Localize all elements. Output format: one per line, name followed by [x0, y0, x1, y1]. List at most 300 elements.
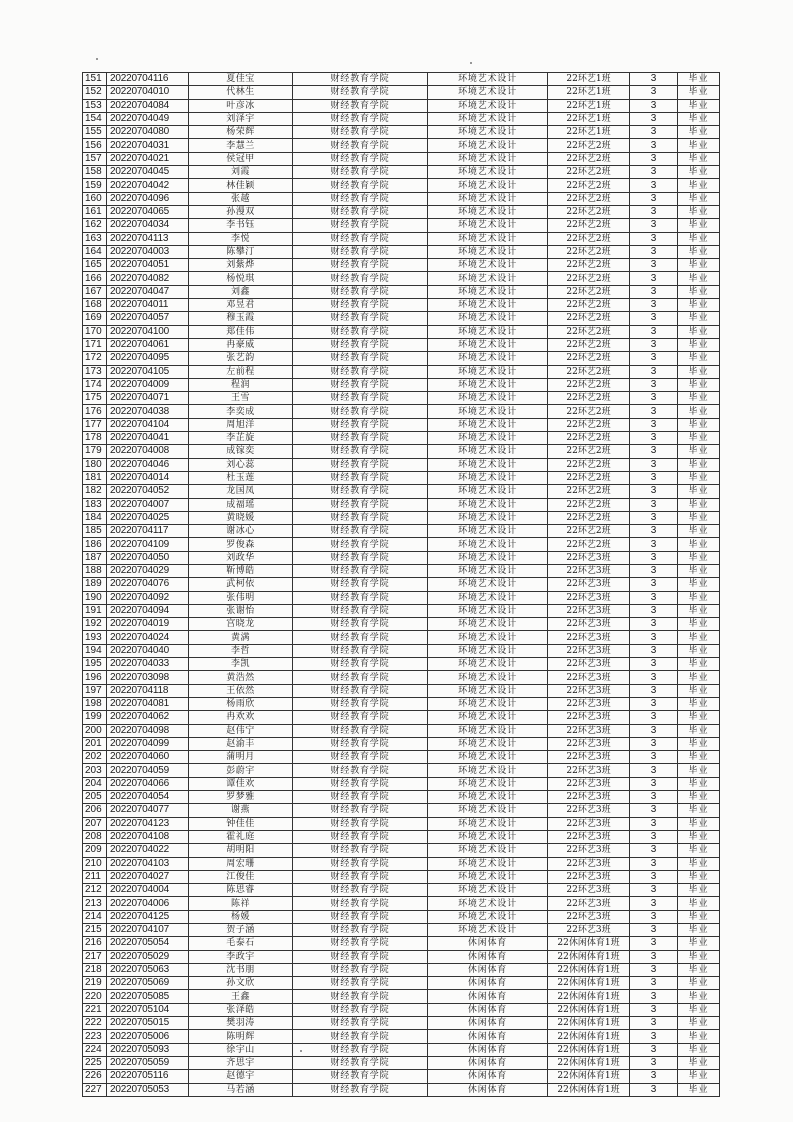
years-cell: 3 [630, 1056, 678, 1069]
major-cell: 环境艺术设计 [428, 378, 548, 391]
student-id-cell: 20220704029 [107, 564, 189, 577]
status-cell: 毕业 [678, 86, 720, 99]
student-id-cell: 20220704061 [107, 338, 189, 351]
years-cell: 3 [630, 950, 678, 963]
row-number-cell: 227 [83, 1083, 107, 1096]
major-cell: 环境艺术设计 [428, 511, 548, 524]
class-name-cell: 22环艺3班 [548, 737, 630, 750]
years-cell: 3 [630, 697, 678, 710]
student-id-cell: 20220705059 [107, 1056, 189, 1069]
class-name-cell: 22休闲体育1班 [548, 1043, 630, 1056]
college-cell: 财经教育学院 [293, 192, 428, 205]
student-name-cell: 刘泽宇 [189, 112, 293, 125]
class-name-cell: 22环艺2班 [548, 352, 630, 365]
college-cell: 财经教育学院 [293, 658, 428, 671]
student-name-cell: 李芷旋 [189, 432, 293, 445]
major-cell: 环境艺术设计 [428, 325, 548, 338]
table-row [83, 737, 720, 750]
years-cell: 3 [630, 179, 678, 192]
student-name-cell: 张谢怡 [189, 604, 293, 617]
status-cell: 毕业 [678, 445, 720, 458]
class-name-cell: 22休闲体育1班 [548, 977, 630, 990]
table-row [83, 777, 720, 790]
major-cell: 环境艺术设计 [428, 99, 548, 112]
college-cell: 财经教育学院 [293, 791, 428, 804]
row-number-cell: 205 [83, 791, 107, 804]
status-cell: 毕业 [678, 844, 720, 857]
row-number-cell: 213 [83, 897, 107, 910]
college-cell: 财经教育学院 [293, 538, 428, 551]
student-name-cell: 张伟明 [189, 591, 293, 604]
row-number-cell: 211 [83, 870, 107, 883]
table-row [83, 179, 720, 192]
major-cell: 环境艺术设计 [428, 830, 548, 843]
student-name-cell: 林佳颖 [189, 179, 293, 192]
college-cell: 财经教育学院 [293, 870, 428, 883]
row-number-cell: 167 [83, 285, 107, 298]
table-row [83, 618, 720, 631]
status-cell: 毕业 [678, 977, 720, 990]
years-cell: 3 [630, 139, 678, 152]
table-row [83, 791, 720, 804]
student-name-cell: 胡明阳 [189, 844, 293, 857]
status-cell: 毕业 [678, 378, 720, 391]
class-name-cell: 22环艺2班 [548, 166, 630, 179]
years-cell: 3 [630, 285, 678, 298]
student-name-cell: 罗梦雅 [189, 791, 293, 804]
student-name-cell: 杨媛 [189, 910, 293, 923]
row-number-cell: 226 [83, 1070, 107, 1083]
student-id-cell: 20220704109 [107, 538, 189, 551]
class-name-cell: 22环艺2班 [548, 485, 630, 498]
college-cell: 财经教育学院 [293, 897, 428, 910]
table-row [83, 432, 720, 445]
major-cell: 环境艺术设计 [428, 924, 548, 937]
class-name-cell: 22环艺3班 [548, 644, 630, 657]
years-cell: 3 [630, 658, 678, 671]
row-number-cell: 155 [83, 126, 107, 139]
college-cell: 财经教育学院 [293, 1030, 428, 1043]
major-cell: 环境艺术设计 [428, 711, 548, 724]
class-name-cell: 22环艺3班 [548, 764, 630, 777]
table-row [83, 963, 720, 976]
college-cell: 财经教育学院 [293, 179, 428, 192]
row-number-cell: 154 [83, 112, 107, 125]
table-row [83, 870, 720, 883]
table-row [83, 471, 720, 484]
major-cell: 休闲体育 [428, 937, 548, 950]
student-name-cell: 武柯依 [189, 578, 293, 591]
table-row [83, 86, 720, 99]
class-name-cell: 22环艺2班 [548, 312, 630, 325]
row-number-cell: 157 [83, 152, 107, 165]
status-cell: 毕业 [678, 471, 720, 484]
student-name-cell: 陈明辉 [189, 1030, 293, 1043]
years-cell: 3 [630, 1043, 678, 1056]
row-number-cell: 223 [83, 1030, 107, 1043]
student-id-cell: 20220704004 [107, 884, 189, 897]
student-name-cell: 刘鑫 [189, 285, 293, 298]
status-cell: 毕业 [678, 777, 720, 790]
class-name-cell: 22休闲体育1班 [548, 990, 630, 1003]
student-id-cell: 20220704092 [107, 591, 189, 604]
class-name-cell: 22环艺2班 [548, 378, 630, 391]
status-cell: 毕业 [678, 205, 720, 218]
years-cell: 3 [630, 312, 678, 325]
college-cell: 财经教育学院 [293, 126, 428, 139]
major-cell: 环境艺术设计 [428, 631, 548, 644]
status-cell: 毕业 [678, 1083, 720, 1096]
row-number-cell: 214 [83, 910, 107, 923]
class-name-cell: 22环艺2班 [548, 405, 630, 418]
major-cell: 环境艺术设计 [428, 844, 548, 857]
student-name-cell: 夏佳宝 [189, 73, 293, 86]
table-row [83, 485, 720, 498]
student-id-cell: 20220704014 [107, 471, 189, 484]
row-number-cell: 209 [83, 844, 107, 857]
table-row [83, 684, 720, 697]
student-id-cell: 20220704082 [107, 272, 189, 285]
row-number-cell: 164 [83, 245, 107, 258]
major-cell: 环境艺术设计 [428, 564, 548, 577]
row-number-cell: 196 [83, 671, 107, 684]
status-cell: 毕业 [678, 950, 720, 963]
college-cell: 财经教育学院 [293, 485, 428, 498]
college-cell: 财经教育学院 [293, 112, 428, 125]
row-number-cell: 180 [83, 458, 107, 471]
years-cell: 3 [630, 644, 678, 657]
years-cell: 3 [630, 166, 678, 179]
row-number-cell: 197 [83, 684, 107, 697]
college-cell: 财经教育学院 [293, 977, 428, 990]
class-name-cell: 22环艺1班 [548, 126, 630, 139]
table-row [83, 192, 720, 205]
years-cell: 3 [630, 232, 678, 245]
class-name-cell: 22环艺3班 [548, 564, 630, 577]
table-row [83, 365, 720, 378]
class-name-cell: 22休闲体育1班 [548, 1083, 630, 1096]
years-cell: 3 [630, 777, 678, 790]
student-name-cell: 李凯 [189, 658, 293, 671]
major-cell: 环境艺术设计 [428, 471, 548, 484]
row-number-cell: 166 [83, 272, 107, 285]
row-number-cell: 217 [83, 950, 107, 963]
college-cell: 财经教育学院 [293, 644, 428, 657]
college-cell: 财经教育学院 [293, 99, 428, 112]
major-cell: 环境艺术设计 [428, 538, 548, 551]
student-name-cell: 沈书朋 [189, 963, 293, 976]
row-number-cell: 188 [83, 564, 107, 577]
class-name-cell: 22环艺1班 [548, 73, 630, 86]
status-cell: 毕业 [678, 990, 720, 1003]
major-cell: 环境艺术设计 [428, 365, 548, 378]
table-row [83, 538, 720, 551]
status-cell: 毕业 [678, 658, 720, 671]
row-number-cell: 206 [83, 804, 107, 817]
status-cell: 毕业 [678, 192, 720, 205]
student-id-cell: 20220704116 [107, 73, 189, 86]
table-row [83, 139, 720, 152]
years-cell: 3 [630, 1070, 678, 1083]
student-id-cell: 20220704033 [107, 658, 189, 671]
class-name-cell: 22环艺3班 [548, 897, 630, 910]
table-row [83, 1030, 720, 1043]
table-row [83, 378, 720, 391]
class-name-cell: 22环艺3班 [548, 618, 630, 631]
student-id-cell: 20220705029 [107, 950, 189, 963]
student-id-cell: 20220704057 [107, 312, 189, 325]
status-cell: 毕业 [678, 644, 720, 657]
student-name-cell: 刘心蕊 [189, 458, 293, 471]
row-number-cell: 184 [83, 511, 107, 524]
years-cell: 3 [630, 485, 678, 498]
student-id-cell: 20220704125 [107, 910, 189, 923]
row-number-cell: 183 [83, 498, 107, 511]
major-cell: 休闲体育 [428, 963, 548, 976]
student-id-cell: 20220704103 [107, 857, 189, 870]
years-cell: 3 [630, 1003, 678, 1016]
major-cell: 环境艺术设计 [428, 485, 548, 498]
class-name-cell: 22休闲体育1班 [548, 937, 630, 950]
years-cell: 3 [630, 1083, 678, 1096]
student-id-cell: 20220704099 [107, 737, 189, 750]
class-name-cell: 22环艺2班 [548, 232, 630, 245]
row-number-cell: 219 [83, 977, 107, 990]
years-cell: 3 [630, 711, 678, 724]
student-id-cell: 20220705116 [107, 1070, 189, 1083]
status-cell: 毕业 [678, 1070, 720, 1083]
class-name-cell: 22环艺2班 [548, 259, 630, 272]
years-cell: 3 [630, 963, 678, 976]
student-id-cell: 20220704040 [107, 644, 189, 657]
row-number-cell: 168 [83, 299, 107, 312]
status-cell: 毕业 [678, 910, 720, 923]
row-number-cell: 182 [83, 485, 107, 498]
row-number-cell: 186 [83, 538, 107, 551]
major-cell: 环境艺术设计 [428, 604, 548, 617]
row-number-cell: 178 [83, 432, 107, 445]
student-id-cell: 20220704054 [107, 791, 189, 804]
major-cell: 环境艺术设计 [428, 299, 548, 312]
row-number-cell: 200 [83, 724, 107, 737]
status-cell: 毕业 [678, 671, 720, 684]
student-id-cell: 20220704077 [107, 804, 189, 817]
major-cell: 环境艺术设计 [428, 857, 548, 870]
status-cell: 毕业 [678, 325, 720, 338]
row-number-cell: 171 [83, 338, 107, 351]
student-id-cell: 20220704008 [107, 445, 189, 458]
major-cell: 环境艺术设计 [428, 418, 548, 431]
class-name-cell: 22环艺2班 [548, 471, 630, 484]
years-cell: 3 [630, 830, 678, 843]
student-name-cell: 邓昱君 [189, 299, 293, 312]
class-name-cell: 22环艺2班 [548, 192, 630, 205]
row-number-cell: 189 [83, 578, 107, 591]
status-cell: 毕业 [678, 272, 720, 285]
student-id-cell: 20220704021 [107, 152, 189, 165]
college-cell: 财经教育学院 [293, 525, 428, 538]
college-cell: 财经教育学院 [293, 604, 428, 617]
status-cell: 毕业 [678, 963, 720, 976]
college-cell: 财经教育学院 [293, 684, 428, 697]
class-name-cell: 22休闲体育1班 [548, 950, 630, 963]
student-id-cell: 20220704041 [107, 432, 189, 445]
major-cell: 环境艺术设计 [428, 458, 548, 471]
major-cell: 环境艺术设计 [428, 112, 548, 125]
status-cell: 毕业 [678, 525, 720, 538]
college-cell: 财经教育学院 [293, 299, 428, 312]
student-name-cell: 张艺韵 [189, 352, 293, 365]
major-cell: 环境艺术设计 [428, 591, 548, 604]
row-number-cell: 198 [83, 697, 107, 710]
table-row [83, 830, 720, 843]
major-cell: 环境艺术设计 [428, 205, 548, 218]
student-name-cell: 成镓奕 [189, 445, 293, 458]
student-id-cell: 20220704096 [107, 192, 189, 205]
student-name-cell: 赵伟宁 [189, 724, 293, 737]
major-cell: 环境艺术设计 [428, 897, 548, 910]
major-cell: 环境艺术设计 [428, 870, 548, 883]
class-name-cell: 22环艺3班 [548, 578, 630, 591]
college-cell: 财经教育学院 [293, 963, 428, 976]
table-row [83, 1056, 720, 1069]
years-cell: 3 [630, 418, 678, 431]
row-number-cell: 190 [83, 591, 107, 604]
class-name-cell: 22休闲体育1班 [548, 963, 630, 976]
status-cell: 毕业 [678, 498, 720, 511]
student-name-cell: 张越 [189, 192, 293, 205]
table-row [83, 299, 720, 312]
college-cell: 财经教育学院 [293, 937, 428, 950]
years-cell: 3 [630, 1030, 678, 1043]
student-name-cell: 赵德宇 [189, 1070, 293, 1083]
years-cell: 3 [630, 1017, 678, 1030]
class-name-cell: 22环艺2班 [548, 418, 630, 431]
row-number-cell: 222 [83, 1017, 107, 1030]
major-cell: 环境艺术设计 [428, 352, 548, 365]
student-name-cell: 李哲 [189, 644, 293, 657]
status-cell: 毕业 [678, 538, 720, 551]
student-id-cell: 20220704071 [107, 392, 189, 405]
row-number-cell: 191 [83, 604, 107, 617]
status-cell: 毕业 [678, 578, 720, 591]
row-number-cell: 224 [83, 1043, 107, 1056]
student-id-cell: 20220704062 [107, 711, 189, 724]
college-cell: 财经教育学院 [293, 511, 428, 524]
table-row [83, 564, 720, 577]
row-number-cell: 210 [83, 857, 107, 870]
row-number-cell: 199 [83, 711, 107, 724]
student-id-cell: 20220704038 [107, 405, 189, 418]
years-cell: 3 [630, 445, 678, 458]
student-name-cell: 龙国凤 [189, 485, 293, 498]
table-row [83, 312, 720, 325]
years-cell: 3 [630, 378, 678, 391]
row-number-cell: 162 [83, 219, 107, 232]
class-name-cell: 22环艺2班 [548, 272, 630, 285]
student-id-cell: 20220705093 [107, 1043, 189, 1056]
major-cell: 环境艺术设计 [428, 392, 548, 405]
table-row [83, 977, 720, 990]
major-cell: 环境艺术设计 [428, 166, 548, 179]
years-cell: 3 [630, 73, 678, 86]
years-cell: 3 [630, 791, 678, 804]
student-name-cell: 齐思宇 [189, 1056, 293, 1069]
class-name-cell: 22环艺3班 [548, 551, 630, 564]
status-cell: 毕业 [678, 564, 720, 577]
table-row [83, 392, 720, 405]
student-name-cell: 李奕成 [189, 405, 293, 418]
college-cell: 财经教育学院 [293, 1070, 428, 1083]
student-name-cell: 王鑫 [189, 990, 293, 1003]
major-cell: 环境艺术设计 [428, 578, 548, 591]
status-cell: 毕业 [678, 285, 720, 298]
student-name-cell: 彭蔚宇 [189, 764, 293, 777]
major-cell: 环境艺术设计 [428, 644, 548, 657]
status-cell: 毕业 [678, 1056, 720, 1069]
major-cell: 环境艺术设计 [428, 498, 548, 511]
major-cell: 休闲体育 [428, 1017, 548, 1030]
student-id-cell: 20220704007 [107, 498, 189, 511]
table-row [83, 205, 720, 218]
status-cell: 毕业 [678, 485, 720, 498]
student-id-cell: 20220704107 [107, 924, 189, 937]
table-row [83, 498, 720, 511]
major-cell: 环境艺术设计 [428, 272, 548, 285]
major-cell: 环境艺术设计 [428, 259, 548, 272]
row-number-cell: 201 [83, 737, 107, 750]
student-name-cell: 霍礼庭 [189, 830, 293, 843]
student-id-cell: 20220704113 [107, 232, 189, 245]
status-cell: 毕业 [678, 338, 720, 351]
student-name-cell: 陈思睿 [189, 884, 293, 897]
status-cell: 毕业 [678, 817, 720, 830]
college-cell: 财经教育学院 [293, 73, 428, 86]
major-cell: 环境艺术设计 [428, 525, 548, 538]
years-cell: 3 [630, 259, 678, 272]
table-row [83, 950, 720, 963]
class-name-cell: 22环艺3班 [548, 844, 630, 857]
student-name-cell: 刘霞 [189, 166, 293, 179]
table-row [83, 126, 720, 139]
college-cell: 财经教育学院 [293, 950, 428, 963]
college-cell: 财经教育学院 [293, 139, 428, 152]
major-cell: 休闲体育 [428, 1003, 548, 1016]
student-id-cell: 20220704006 [107, 897, 189, 910]
student-name-cell: 孙文欣 [189, 977, 293, 990]
class-name-cell: 22休闲体育1班 [548, 1056, 630, 1069]
college-cell: 财经教育学院 [293, 1056, 428, 1069]
student-id-cell: 20220704095 [107, 352, 189, 365]
class-name-cell: 22环艺2班 [548, 458, 630, 471]
major-cell: 环境艺术设计 [428, 751, 548, 764]
college-cell: 财经教育学院 [293, 764, 428, 777]
student-name-cell: 左前程 [189, 365, 293, 378]
status-cell: 毕业 [678, 711, 720, 724]
student-id-cell: 20220704011 [107, 299, 189, 312]
scan-speck [300, 1050, 302, 1052]
student-id-cell: 20220704009 [107, 378, 189, 391]
student-name-cell: 穆玉霞 [189, 312, 293, 325]
row-number-cell: 215 [83, 924, 107, 937]
years-cell: 3 [630, 884, 678, 897]
student-name-cell: 黄满 [189, 631, 293, 644]
row-number-cell: 160 [83, 192, 107, 205]
table-row [83, 897, 720, 910]
class-name-cell: 22环艺2班 [548, 445, 630, 458]
status-cell: 毕业 [678, 352, 720, 365]
status-cell: 毕业 [678, 219, 720, 232]
